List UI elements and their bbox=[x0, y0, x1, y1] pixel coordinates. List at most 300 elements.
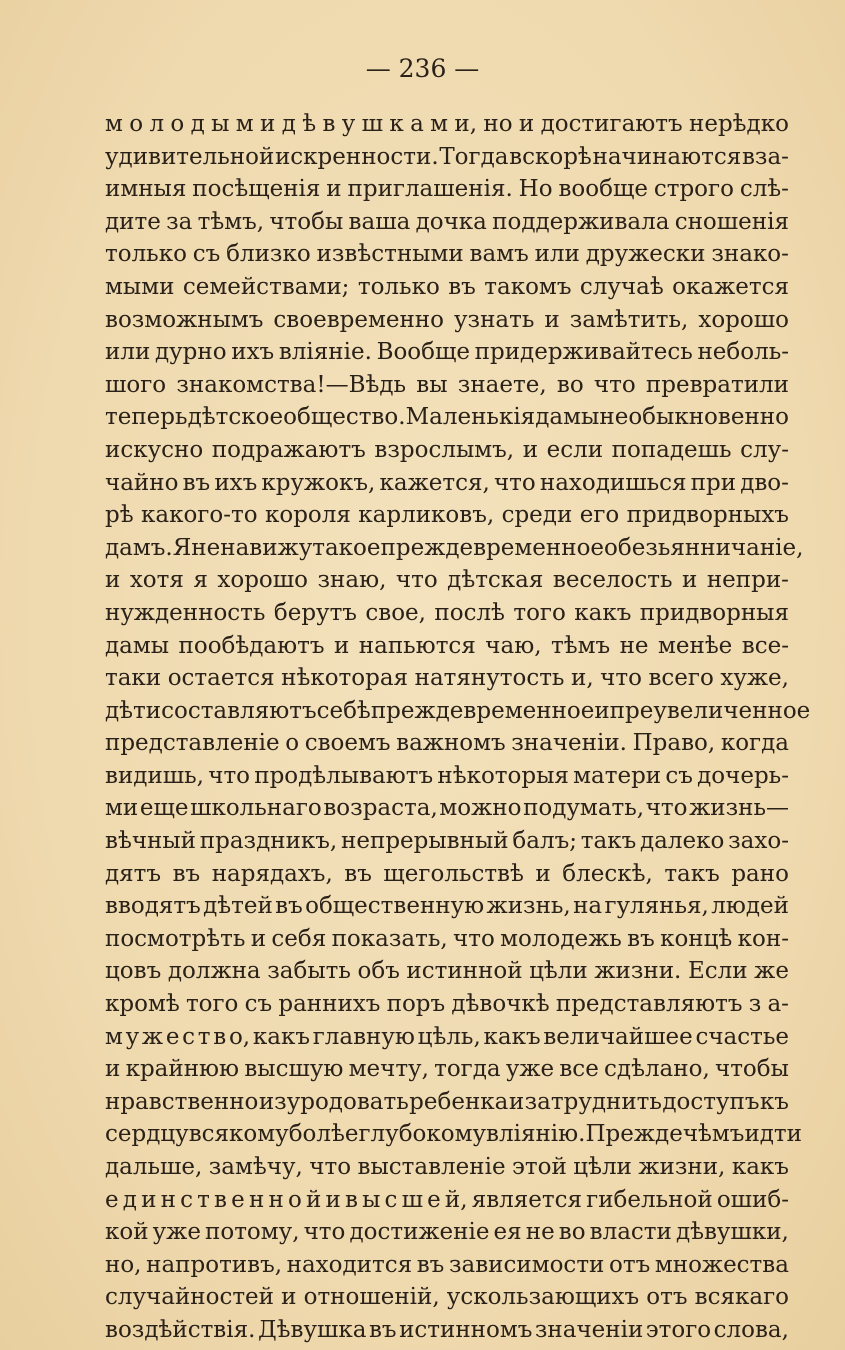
word: н bbox=[248, 1186, 265, 1213]
word: вскорѣ bbox=[509, 143, 592, 170]
word: тѣмъ bbox=[551, 632, 611, 659]
word: д bbox=[190, 111, 205, 137]
word: и bbox=[594, 697, 610, 724]
word: что bbox=[309, 1154, 352, 1180]
text-line bbox=[105, 1281, 789, 1314]
word: общественную bbox=[305, 893, 485, 920]
word: чаю, bbox=[485, 632, 542, 659]
text-line bbox=[105, 662, 789, 695]
word: сердцу bbox=[105, 1121, 189, 1148]
word: затруднить bbox=[524, 1088, 662, 1115]
word: какого-то bbox=[141, 502, 258, 529]
word: мыми bbox=[105, 273, 175, 300]
word: нарядахъ, bbox=[211, 860, 333, 887]
word: дочка bbox=[415, 208, 487, 235]
word: дво- bbox=[740, 469, 789, 496]
word: имныя bbox=[105, 176, 187, 203]
text-line bbox=[105, 695, 811, 728]
word: важномъ bbox=[396, 730, 506, 757]
word: о, bbox=[228, 1023, 251, 1050]
word: дите bbox=[105, 208, 161, 235]
word: начинаются bbox=[592, 143, 742, 170]
text-line bbox=[105, 858, 789, 891]
word: необыкновенно bbox=[599, 404, 789, 431]
word: замѣчу, bbox=[208, 1154, 303, 1180]
word: истинной bbox=[406, 958, 523, 985]
word: къ bbox=[759, 1088, 789, 1115]
word: не bbox=[619, 632, 649, 659]
word: что bbox=[600, 665, 642, 692]
word: объ bbox=[357, 958, 400, 985]
word: возраста, bbox=[323, 795, 438, 822]
text-line bbox=[105, 1053, 789, 1086]
word: посѣщенія bbox=[192, 176, 321, 203]
word: блескѣ, bbox=[562, 860, 653, 887]
word: ш bbox=[401, 1186, 423, 1213]
word: цѣли bbox=[573, 1154, 632, 1180]
word: концѣ bbox=[660, 925, 733, 952]
word: в bbox=[344, 1186, 358, 1213]
word: л bbox=[149, 111, 165, 137]
word: въ bbox=[368, 1316, 397, 1343]
word: Если bbox=[687, 958, 748, 985]
word: с bbox=[180, 1186, 193, 1213]
word: всякаго bbox=[694, 1284, 789, 1311]
word: дятъ bbox=[105, 860, 162, 887]
word: и bbox=[281, 1284, 297, 1311]
word: ж bbox=[141, 1023, 164, 1050]
word: и bbox=[508, 1088, 525, 1115]
word: ускользающихъ bbox=[446, 1284, 640, 1311]
word: такъ bbox=[580, 828, 637, 855]
word: ненавижу bbox=[191, 534, 313, 561]
word: у bbox=[341, 111, 356, 137]
word: дурно bbox=[154, 339, 227, 366]
word: окажется bbox=[672, 273, 789, 300]
word: дамы bbox=[105, 632, 170, 659]
word: отъ bbox=[609, 1251, 651, 1278]
word: жизнь, bbox=[486, 893, 571, 920]
word: и bbox=[518, 111, 535, 137]
word: о bbox=[287, 1186, 302, 1213]
word: м bbox=[430, 111, 449, 137]
word: дѣти bbox=[105, 697, 162, 724]
word: т bbox=[197, 1023, 211, 1050]
word: дружески bbox=[585, 241, 706, 268]
word: молодежь bbox=[500, 925, 622, 952]
text-line bbox=[105, 890, 789, 923]
word: поръ bbox=[386, 991, 446, 1018]
word: жизни. bbox=[594, 958, 682, 985]
word: своемъ bbox=[304, 730, 391, 757]
word: уже bbox=[505, 1056, 555, 1083]
text-line bbox=[105, 564, 789, 597]
word: пообѣдаютъ bbox=[178, 632, 325, 659]
word: возможнымъ bbox=[105, 306, 264, 333]
text-line bbox=[105, 825, 789, 858]
word: обезьянничаніе, bbox=[604, 534, 804, 561]
word: и bbox=[544, 306, 560, 333]
word: короля bbox=[264, 502, 351, 529]
word: истинномъ bbox=[399, 1316, 533, 1343]
word: нерѣдко bbox=[689, 111, 789, 137]
word: всего bbox=[648, 665, 714, 692]
word: себя bbox=[271, 925, 327, 952]
word: балъ; bbox=[512, 828, 577, 855]
word: воздѣйствія. bbox=[105, 1316, 256, 1343]
word: свое, bbox=[365, 599, 426, 626]
word: у bbox=[125, 1023, 140, 1050]
word: неболь- bbox=[697, 339, 789, 366]
word: не bbox=[525, 1219, 555, 1246]
word: мечту, bbox=[348, 1056, 429, 1083]
word: нѣкоторая bbox=[281, 665, 409, 692]
word: за bbox=[166, 208, 193, 235]
word: остается bbox=[167, 665, 275, 692]
word: въ bbox=[627, 925, 655, 952]
word: слѣ- bbox=[739, 176, 789, 203]
text-line bbox=[105, 141, 789, 174]
word: является bbox=[471, 1186, 583, 1213]
word: съ bbox=[244, 991, 273, 1018]
word: вза- bbox=[741, 143, 789, 170]
word: попадешь bbox=[611, 436, 732, 463]
word: знаю, bbox=[317, 567, 387, 594]
word: м bbox=[105, 1023, 123, 1050]
word: преждевременное bbox=[380, 534, 605, 561]
text-line bbox=[105, 1086, 789, 1119]
word: е bbox=[165, 1023, 180, 1050]
word: й, bbox=[444, 1186, 468, 1213]
word: в bbox=[322, 111, 336, 137]
word: кромѣ bbox=[105, 991, 180, 1018]
text-line bbox=[105, 108, 789, 141]
word: кон- bbox=[737, 925, 789, 952]
word: величайшее bbox=[543, 1023, 693, 1050]
word: множества bbox=[654, 1251, 789, 1278]
word: гулянья, bbox=[604, 893, 709, 920]
word: забыть bbox=[267, 958, 351, 985]
word: чайно bbox=[105, 469, 179, 496]
word: и bbox=[105, 1056, 121, 1083]
word: отъ bbox=[646, 1284, 688, 1311]
word: въ bbox=[448, 273, 476, 300]
word: придворныхъ bbox=[626, 502, 789, 529]
word: з bbox=[748, 991, 762, 1018]
word: людей bbox=[711, 893, 789, 920]
word: и bbox=[535, 860, 551, 887]
word: что bbox=[593, 371, 636, 398]
word: подражаютъ bbox=[211, 436, 366, 463]
word: нужденность bbox=[105, 599, 266, 626]
word: дамы bbox=[535, 404, 600, 431]
word: и bbox=[105, 567, 121, 594]
word: такое bbox=[312, 534, 381, 561]
word: того bbox=[185, 991, 239, 1018]
word: показать, bbox=[331, 925, 448, 952]
word: слова, bbox=[713, 1316, 789, 1343]
word: когда bbox=[720, 730, 789, 757]
word: е bbox=[231, 1186, 245, 1213]
word: дальше, bbox=[105, 1154, 203, 1180]
word: находится bbox=[286, 1251, 413, 1278]
word: потому, bbox=[205, 1219, 300, 1246]
word: далеко bbox=[640, 828, 725, 855]
word: же bbox=[754, 958, 789, 985]
word: удивительной bbox=[105, 143, 275, 170]
word: ѣ bbox=[302, 111, 317, 137]
word: жизни, bbox=[638, 1154, 726, 1180]
word: кажется, bbox=[379, 469, 490, 496]
word: с bbox=[384, 1186, 398, 1213]
word: какъ bbox=[574, 599, 632, 626]
word: но bbox=[483, 111, 513, 137]
word: послѣ bbox=[434, 599, 505, 626]
word: и bbox=[325, 1186, 341, 1213]
word: въ bbox=[172, 860, 201, 887]
word: Право, bbox=[632, 730, 716, 757]
text-line bbox=[105, 1314, 789, 1347]
word: этой bbox=[512, 1154, 567, 1180]
word: составляютъ bbox=[161, 697, 317, 724]
word: к bbox=[389, 111, 404, 137]
word: и, bbox=[570, 665, 594, 692]
word: подумать, bbox=[523, 795, 645, 822]
word: чѣмъ bbox=[682, 1121, 745, 1148]
word: зависимости bbox=[448, 1251, 605, 1278]
word: я bbox=[193, 567, 208, 594]
word: своевременно bbox=[273, 306, 444, 333]
text-line bbox=[105, 1216, 789, 1249]
word: на bbox=[573, 893, 603, 920]
word: ошиб- bbox=[716, 1186, 789, 1213]
word: ихъ bbox=[214, 469, 258, 496]
text-line bbox=[105, 173, 789, 206]
word: что bbox=[645, 795, 688, 822]
word: н bbox=[268, 1186, 284, 1213]
word: дамъ. bbox=[105, 534, 173, 561]
word: напротивъ, bbox=[146, 1251, 283, 1278]
word: доступъ bbox=[662, 1088, 760, 1115]
word: въ bbox=[416, 1251, 445, 1278]
word: въ bbox=[275, 893, 303, 920]
word: напьются bbox=[358, 632, 476, 659]
word: этого bbox=[645, 1316, 712, 1343]
word: дѣвушки, bbox=[675, 1219, 789, 1246]
word: что bbox=[303, 1219, 346, 1246]
word: тогда bbox=[434, 1056, 501, 1083]
word: т bbox=[197, 1186, 210, 1213]
word: и bbox=[333, 632, 350, 659]
word: изуродовать bbox=[258, 1088, 409, 1115]
word: цовъ bbox=[105, 958, 162, 985]
word: а- bbox=[767, 991, 789, 1018]
word: должна bbox=[167, 958, 261, 985]
word: случаѣ bbox=[579, 273, 664, 300]
text-line bbox=[105, 238, 789, 271]
word: вообще bbox=[558, 176, 648, 203]
word: цѣли bbox=[529, 958, 588, 985]
word: придерживайтесь bbox=[474, 339, 693, 366]
word: ребенка bbox=[409, 1088, 509, 1115]
word: менѣе bbox=[657, 632, 733, 659]
word: его bbox=[579, 502, 620, 529]
word: можно bbox=[439, 795, 522, 822]
word: сношенія bbox=[674, 208, 789, 235]
word: или bbox=[534, 241, 580, 268]
word: дочерь- bbox=[697, 762, 789, 789]
word: случайностей bbox=[105, 1284, 274, 1311]
word: Тогда bbox=[439, 143, 509, 170]
word: вліянію. bbox=[486, 1121, 586, 1148]
word: знаете, bbox=[457, 371, 547, 398]
word: во bbox=[558, 1219, 586, 1246]
word: видишь, bbox=[105, 762, 204, 789]
word: близко bbox=[226, 241, 311, 268]
word: того bbox=[513, 599, 566, 626]
word: о bbox=[129, 111, 144, 137]
text-line bbox=[105, 271, 789, 304]
word: раннихъ bbox=[278, 991, 381, 1018]
word: уже bbox=[152, 1219, 201, 1246]
word: замѣтить, bbox=[569, 306, 689, 333]
word: Маленькія bbox=[405, 404, 536, 431]
word: ея bbox=[493, 1219, 522, 1246]
word: какъ bbox=[731, 1154, 789, 1180]
word: и bbox=[682, 567, 698, 594]
word: ваша bbox=[348, 208, 411, 235]
word: достигаютъ bbox=[540, 111, 683, 137]
word: щегольствѣ bbox=[383, 860, 524, 887]
word: н bbox=[160, 1186, 176, 1213]
text-line bbox=[105, 1151, 789, 1184]
text-line bbox=[105, 369, 789, 402]
word: е bbox=[427, 1186, 441, 1213]
text-line bbox=[105, 792, 789, 825]
word: цѣль, bbox=[417, 1023, 481, 1050]
text-body bbox=[105, 108, 811, 1347]
word: хорошо bbox=[217, 567, 308, 594]
word: слу- bbox=[740, 436, 789, 463]
word: дѣтская bbox=[447, 567, 544, 594]
word: а bbox=[410, 111, 424, 137]
text-line bbox=[105, 988, 789, 1021]
word: какъ bbox=[252, 1023, 310, 1050]
word: непри- bbox=[706, 567, 789, 594]
word: и bbox=[522, 436, 539, 463]
word: захо- bbox=[728, 828, 789, 855]
word: власти bbox=[589, 1219, 672, 1246]
word: крайнюю bbox=[125, 1056, 240, 1083]
word: еще bbox=[139, 795, 189, 822]
word: веселость bbox=[552, 567, 673, 594]
word: в bbox=[213, 1023, 227, 1050]
word: что bbox=[395, 567, 438, 594]
word: д bbox=[122, 1186, 137, 1213]
word: извѣстными bbox=[316, 241, 464, 268]
word: все bbox=[559, 1056, 599, 1083]
word: Вообще bbox=[376, 339, 470, 366]
text-line bbox=[105, 760, 789, 793]
text-line bbox=[105, 1021, 789, 1054]
word: искренности. bbox=[274, 143, 439, 170]
word: достиженіе bbox=[349, 1219, 490, 1246]
word: о bbox=[285, 730, 300, 757]
word: с bbox=[182, 1023, 196, 1050]
word: взрослымъ, bbox=[374, 436, 515, 463]
word: только bbox=[357, 273, 440, 300]
word: семействами; bbox=[182, 273, 350, 300]
word: и bbox=[326, 176, 342, 203]
word: в bbox=[214, 1186, 227, 1213]
word: теперь bbox=[105, 404, 188, 431]
word: узнать bbox=[454, 306, 535, 333]
word: главную bbox=[312, 1023, 415, 1050]
word: всякому bbox=[188, 1121, 289, 1148]
word: праздникъ, bbox=[199, 828, 338, 855]
word: дѣтское bbox=[187, 404, 284, 431]
word: такомъ bbox=[484, 273, 572, 300]
word: тѣмъ, bbox=[197, 208, 265, 235]
word: съ bbox=[665, 762, 693, 789]
word: Дѣвушка bbox=[257, 1316, 367, 1343]
word: нравственно bbox=[105, 1088, 259, 1115]
word: таки bbox=[105, 665, 162, 692]
word: приглашенія. bbox=[347, 176, 513, 203]
word: значеніи bbox=[534, 1316, 644, 1343]
word: значеніи. bbox=[511, 730, 627, 757]
word: что bbox=[208, 762, 251, 789]
text-line bbox=[105, 597, 789, 630]
word: и bbox=[250, 925, 267, 952]
word: дѣвочкѣ bbox=[451, 991, 550, 1018]
word: Прежде bbox=[585, 1121, 683, 1148]
word: представляютъ bbox=[555, 991, 743, 1018]
word: сдѣлано, bbox=[604, 1056, 710, 1083]
word: и, bbox=[454, 111, 478, 137]
word: превратили bbox=[645, 371, 789, 398]
word: съ bbox=[192, 241, 221, 268]
word: хотя bbox=[129, 567, 184, 594]
word: гибельной bbox=[586, 1186, 713, 1213]
text-line bbox=[105, 727, 789, 760]
word: идти bbox=[744, 1121, 802, 1148]
word: себѣ bbox=[316, 697, 371, 724]
word: или bbox=[105, 339, 151, 366]
word: придворныя bbox=[639, 599, 789, 626]
text-line bbox=[105, 630, 789, 663]
word: находишься bbox=[539, 469, 687, 496]
word: ы bbox=[362, 1186, 381, 1213]
word: въ bbox=[344, 860, 372, 887]
word: ш bbox=[361, 111, 384, 137]
word: общество. bbox=[283, 404, 406, 431]
word: непрерывный bbox=[341, 828, 509, 855]
word: кружокъ, bbox=[261, 469, 376, 496]
word: шого bbox=[105, 371, 167, 398]
text-line bbox=[105, 923, 789, 956]
word: посмотрѣть bbox=[105, 925, 246, 952]
word: такъ bbox=[664, 860, 720, 887]
word: представленіе bbox=[105, 730, 280, 757]
word: преувеличенное bbox=[609, 697, 811, 724]
word: вѣчный bbox=[105, 828, 196, 855]
word: отношеній, bbox=[303, 1284, 440, 1311]
word: дѣтей bbox=[203, 893, 273, 920]
word: ихъ bbox=[231, 339, 275, 366]
word: что bbox=[453, 925, 495, 952]
word: рѣ bbox=[105, 502, 134, 529]
